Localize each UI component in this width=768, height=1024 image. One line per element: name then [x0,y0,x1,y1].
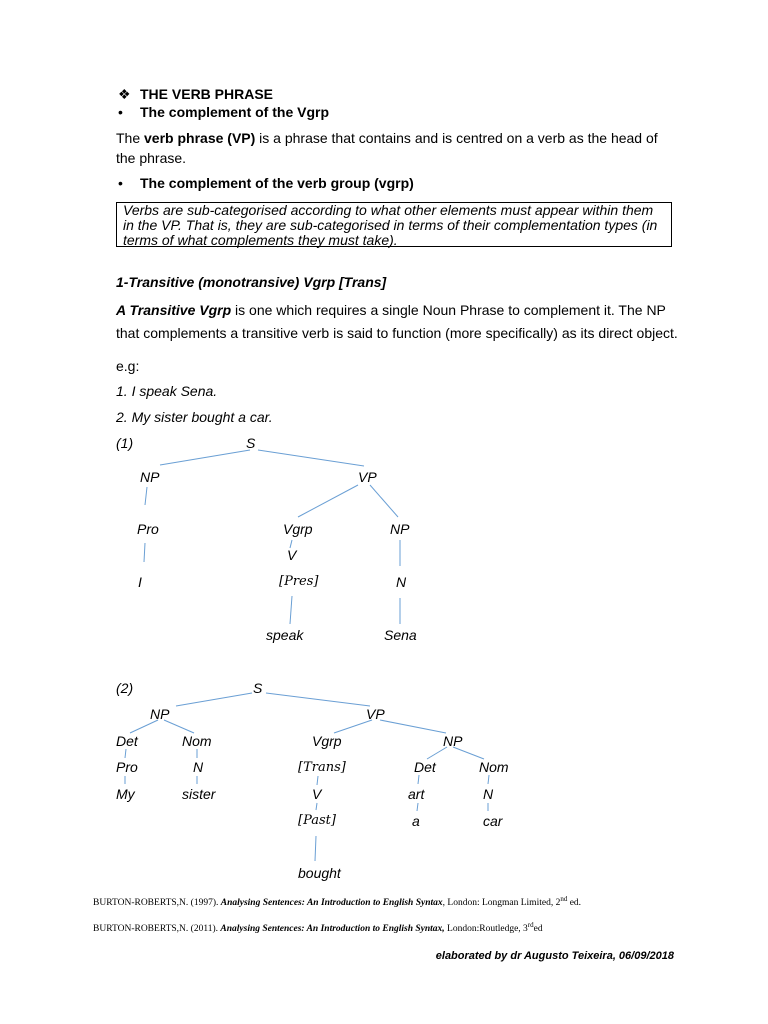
tree2-node-NP2: NP [443,733,463,749]
tree2-node-Past: [Past] [298,813,336,828]
tree1-node-N: N [396,574,407,590]
tree2-node-NP: NP [150,706,170,722]
tree1-node-NP: NP [140,469,160,485]
author-signature: elaborated by dr Augusto Teixeira, 06/09/2018 [435,950,674,962]
tree2-word-a: a [412,813,420,829]
tree2-node-S: S [253,680,263,696]
tree2-node-Pro: Pro [116,759,138,775]
tree2-word-car: car [483,813,503,829]
tree2-word-My: My [116,786,135,802]
tree1-label: (1) [116,435,134,451]
definition-box: Verbs are sub-categorised according to what other elements must appear within them in the VP. That is, they are sub-categorised in terms of their complementation types (in terms of what complements they must take). [116,202,672,247]
definition-line-1: A Transitive Vgrp is one which requires a single Noun Phrase to complement it. The NP [116,302,666,318]
tree2-node-Nom: Nom [182,733,212,749]
diamond-bullet-icon: ❖ [118,86,131,102]
tree1-word-Sena: Sena [384,627,417,643]
example-2: 2. My sister bought a car. [116,409,273,425]
tree2-node-Trans: [Trans] [298,760,346,775]
tree1-node-NP2: NP [390,521,410,537]
tree2-node-Det: Det [116,733,138,749]
reference-1: BURTON-ROBERTS,N. (1997). Analysing Sentences: An Introduction to English Syntax, London: Longman Limited, 2nd ed. [93,895,582,909]
tree1-node-Vgrp: Vgrp [283,521,313,537]
page-title: THE VERB PHRASE [140,86,274,102]
tree2-node-Nom2: Nom [479,759,509,775]
tree2-word-bought: bought [298,865,341,881]
tree1-node-VP: VP [358,469,377,485]
tree1-word-I: I [138,574,142,590]
tree1-word-speak: speak [266,627,304,643]
tree1-node-S: S [246,435,256,451]
bullet-icon: • [118,104,123,120]
example-1: 1. I speak Sena. [116,383,218,399]
tree2-node-art: art [408,786,425,802]
eg-label: e.g: [116,358,140,374]
tree1-node-Pres: [Pres] [279,574,319,589]
subtitle-complement-verb-group: The complement of the verb group (vgrp) [140,175,414,191]
tree2-node-V: V [312,786,322,802]
section-heading: 1-Transitive (monotransive) Vgrp [Trans] [116,274,387,290]
tree2-node-VP: VP [366,706,385,722]
intro-paragraph: The verb phrase (VP) is a phrase that contains and is centred on a verb as the head of the phrase. [116,130,658,166]
definition-line-2: that complements a transitive verb is said to function (more specifically) as its direct object. [116,325,678,341]
subtitle-complement-vgrp: The complement of the Vgrp [140,104,330,120]
tree1-node-Pro: Pro [137,521,159,537]
tree2-node-N: N [193,759,204,775]
tree2-label: (2) [116,680,134,696]
tree1-node-V: V [287,547,297,563]
reference-2: BURTON-ROBERTS,N. (2011). Analysing Sentences: An Introduction to English Syntax, London:Routledge, 3rded [93,921,543,935]
tree2-node-Det2: Det [414,759,436,775]
bullet-icon: • [118,175,123,191]
tree2-word-sister: sister [182,786,216,802]
tree2-node-N2: N [483,786,494,802]
tree2-node-Vgrp: Vgrp [312,733,342,749]
